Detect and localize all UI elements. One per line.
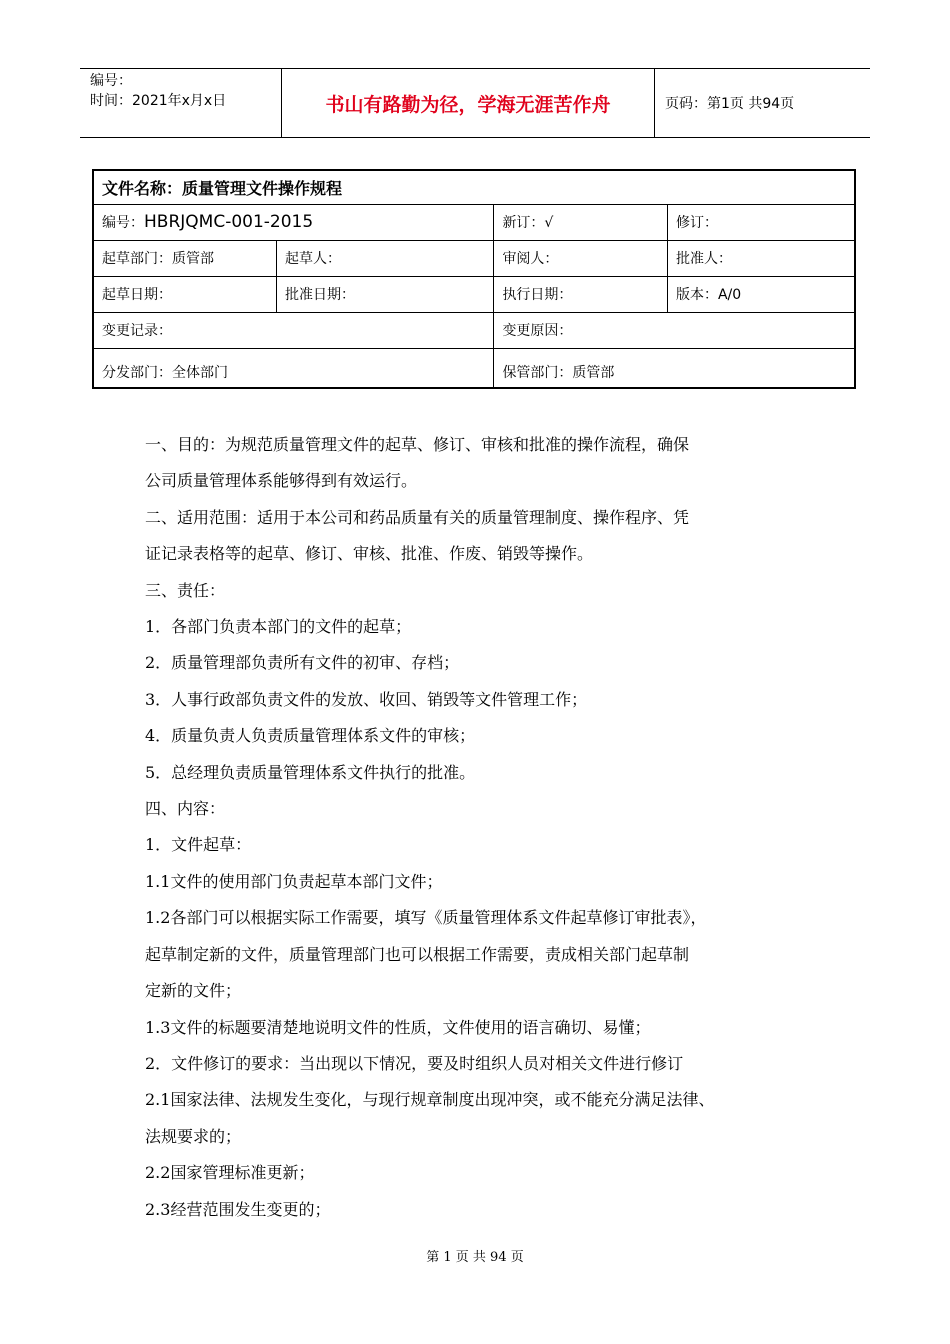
body-line: 3．人事行政部负责文件的发放、收回、销毁等文件管理工作； bbox=[145, 689, 588, 709]
draft-date-cell: 起草日期： bbox=[93, 276, 277, 312]
header-motto: 书山有路勤为径，学海无涯苦作舟 bbox=[282, 69, 655, 137]
reviewer-cell: 审阅人： bbox=[494, 240, 668, 276]
body-line: 证记录表格等的起草、修订、审核、批准、作废、销毁等操作。 bbox=[145, 544, 594, 564]
version-value: A/0 bbox=[717, 287, 742, 303]
body-line: 二、适用范围：适用于本公司和药品质量有关的质量管理制度、操作程序、凭 bbox=[145, 507, 690, 527]
page-header bbox=[80, 68, 870, 138]
info-row-number bbox=[93, 204, 855, 240]
approver-cell: 批准人： bbox=[667, 240, 855, 276]
header-number-label: 编号： bbox=[90, 73, 132, 89]
header-time-label: 时间：2021年x月x日 bbox=[90, 93, 227, 109]
new-issue-cell: 新订：√ bbox=[494, 204, 668, 240]
body-line: 1．文件起草： bbox=[145, 835, 252, 855]
info-row-dates bbox=[93, 276, 855, 312]
document-number-cell bbox=[93, 204, 494, 240]
change-reason-cell: 变更原因： bbox=[494, 312, 855, 348]
revision-cell: 修订： bbox=[667, 204, 855, 240]
info-row-distribution bbox=[93, 348, 855, 388]
info-row-people bbox=[93, 240, 855, 276]
drafter-cell: 起草人： bbox=[277, 240, 494, 276]
approve-date-cell: 批准日期： bbox=[277, 276, 494, 312]
body-line: 四、内容： bbox=[145, 799, 226, 819]
info-row-title bbox=[93, 170, 855, 204]
body-line: 2．质量管理部负责所有文件的初审、存档； bbox=[145, 653, 460, 673]
body-line: 公司质量管理体系能够得到有效运行。 bbox=[145, 471, 418, 491]
document-body bbox=[145, 427, 825, 1228]
body-line: 2.1国家法律、法规发生变化，与现行规章制度出现冲突，或不能充分满足法律、 bbox=[145, 1090, 715, 1110]
body-line: 5．总经理负责质量管理体系文件执行的批准。 bbox=[145, 762, 476, 782]
header-meta bbox=[80, 69, 282, 137]
body-line: 三、责任： bbox=[145, 580, 226, 600]
header-page-info: 页码：第1页 共94页 bbox=[665, 96, 795, 112]
distribution-cell: 分发部门：全体部门 bbox=[93, 348, 494, 388]
body-line: 1．各部门负责本部门的文件的起草； bbox=[145, 617, 412, 637]
drafting-dept-cell: 起草部门：质管部 bbox=[93, 240, 277, 276]
document-info-table bbox=[92, 169, 856, 389]
body-line: 法规要求的； bbox=[145, 1126, 242, 1146]
body-line: 4．质量负责人负责质量管理体系文件的审核； bbox=[145, 726, 476, 746]
body-line: 2.3经营范围发生变更的； bbox=[145, 1199, 331, 1219]
exec-date-cell: 执行日期： bbox=[494, 276, 668, 312]
document-number-label: 编号： bbox=[102, 215, 144, 231]
body-line: 定新的文件； bbox=[145, 981, 242, 1001]
body-line: 起草制定新的文件，质量管理部门也可以根据工作需要，责成相关部门起草制 bbox=[145, 944, 690, 964]
body-line: 2．文件修订的要求：当出现以下情况，要及时组织人员对相关文件进行修订 bbox=[145, 1053, 684, 1073]
body-line: 2.2国家管理标准更新； bbox=[145, 1163, 315, 1183]
info-row-change bbox=[93, 312, 855, 348]
body-line: 1.3文件的标题要清楚地说明文件的性质，文件使用的语言确切、易懂； bbox=[145, 1017, 651, 1037]
version-label: 版本： bbox=[675, 287, 718, 303]
change-record-cell: 变更记录： bbox=[93, 312, 494, 348]
document-number-value: HBRJQMC-001-2015 bbox=[144, 212, 314, 232]
body-line: 1.2各部门可以根据实际工作需要，填写《质量管理体系文件起草修订审批表》， bbox=[145, 908, 707, 928]
version-cell bbox=[667, 276, 855, 312]
body-line: 1.1文件的使用部门负责起草本部门文件； bbox=[145, 871, 443, 891]
custody-cell: 保管部门：质管部 bbox=[494, 348, 855, 388]
document-title: 文件名称：质量管理文件操作规程 bbox=[93, 170, 855, 204]
body-line: 一、目的：为规范质量管理文件的起草、修订、审核和批准的操作流程，确保 bbox=[145, 435, 690, 454]
page-footer: 第 1 页 共 94 页 bbox=[426, 1250, 524, 1265]
